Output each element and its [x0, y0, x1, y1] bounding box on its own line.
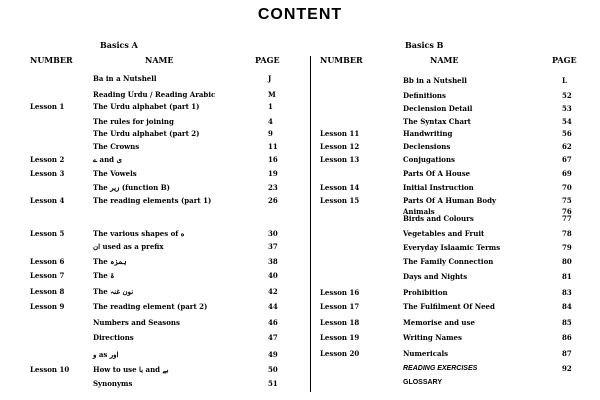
lesson-number: Lesson 9 [30, 302, 65, 311]
page-number: 44 [268, 302, 278, 311]
topic-name: The reading element (part 2) [93, 302, 208, 311]
topic-name: The Vowels [93, 169, 137, 178]
page-number: 50 [268, 365, 278, 374]
contents-row [0, 104, 600, 116]
page-number: 49 [268, 350, 278, 359]
page-number: 86 [562, 333, 572, 342]
right-name-header: NAME [430, 55, 459, 65]
lesson-number: Lesson 12 [320, 142, 360, 151]
contents-row [0, 272, 600, 284]
page-number: 70 [562, 183, 572, 192]
topic-name: ے and ی [93, 155, 122, 164]
left-number-header: NUMBER [30, 55, 73, 65]
lesson-number: Lesson 4 [30, 196, 65, 205]
lesson-number: Lesson 10 [30, 365, 70, 374]
topic-name: The Family Connection [403, 257, 494, 266]
contents-row [0, 243, 600, 255]
section-title-basics-a: Basics A [100, 40, 138, 50]
topic-name: The rules for joining [93, 117, 174, 126]
right-page-header: PAGE [552, 55, 577, 65]
topic-name: Animals [403, 207, 435, 216]
page-number: 42 [268, 287, 278, 296]
page-number: 52 [562, 91, 572, 100]
page-number: 51 [268, 379, 278, 388]
page-number: 83 [562, 288, 572, 297]
page-number: 56 [562, 129, 572, 138]
right-number-header: NUMBER [320, 55, 363, 65]
topic-name: Synonyms [93, 379, 133, 388]
contents-row [0, 142, 600, 154]
page-number: 1 [268, 102, 273, 111]
topic-name: Declensions [403, 142, 451, 151]
page-number: 30 [268, 229, 278, 238]
topic-name: Definitions [403, 91, 446, 100]
page-number: 75 [562, 196, 572, 205]
topic-name: The reading elements (part 1) [93, 196, 212, 205]
contents-row [0, 288, 600, 300]
topic-name: The Syntax Chart [403, 117, 471, 126]
topic-name: Parts Of A House [403, 169, 471, 178]
topic-name: Ba in a Nutshell [93, 74, 157, 83]
page-number: 92 [562, 364, 572, 373]
contents-row [0, 155, 600, 167]
lesson-number: Lesson 6 [30, 257, 65, 266]
lesson-number: Lesson 2 [30, 155, 65, 164]
page-title: CONTENT [257, 6, 343, 23]
page-number: 79 [562, 243, 572, 252]
lesson-number: Lesson 14 [320, 183, 360, 192]
contents-row [0, 229, 600, 241]
topic-name: Reading Urdu / Reading Arabic [93, 90, 216, 99]
topic-name: The ہمزہ [93, 257, 127, 266]
lesson-number: Lesson 1 [30, 102, 65, 111]
page-number: 16 [268, 155, 278, 164]
topic-name: Declension Detail [403, 104, 473, 113]
contents-row [0, 183, 600, 195]
lesson-number: Lesson 11 [320, 129, 360, 138]
topic-name: Vegetables and Fruit [403, 229, 485, 238]
page-number: 62 [562, 142, 572, 151]
page-number: 67 [562, 155, 572, 164]
topic-name: Directions [93, 333, 134, 342]
contents-row [0, 76, 600, 88]
lesson-number: Lesson 20 [320, 349, 360, 358]
lesson-number: Lesson 16 [320, 288, 360, 297]
topic-name: GLOSSARY [403, 379, 443, 386]
lesson-number: Lesson 5 [30, 229, 65, 238]
page-number: 81 [562, 272, 572, 281]
page-number: 87 [562, 349, 572, 358]
topic-name: Bb in a Nutshell [403, 76, 467, 85]
page-number: 84 [562, 302, 572, 311]
page-number: 23 [268, 183, 278, 192]
page-number: 37 [268, 242, 278, 251]
topic-name: Memorise and use [403, 318, 475, 327]
page-number: 85 [562, 318, 572, 327]
contents-row [0, 364, 600, 376]
topic-name: The various shapes of ه [93, 229, 185, 238]
contents-row [0, 333, 600, 345]
contents-row [0, 214, 600, 226]
contents-row [0, 117, 600, 129]
contents-row [0, 169, 600, 181]
lesson-number: Lesson 7 [30, 271, 65, 280]
topic-name: The Urdu alphabet (part 2) [93, 129, 200, 138]
topic-name: The Urdu alphabet (part 1) [93, 102, 200, 111]
page-number: 26 [268, 196, 278, 205]
page-number: 11 [268, 142, 278, 151]
page-number: 80 [562, 257, 572, 266]
page-number: 4 [268, 117, 273, 126]
topic-name: Conjugations [403, 155, 455, 164]
topic-name: ان used as a prefix [93, 242, 164, 251]
page-number: 38 [268, 257, 278, 266]
topic-name: Numbers and Seasons [93, 318, 180, 327]
section-title-basics-b: Basics B [405, 40, 444, 50]
topic-name: The Crowns [93, 142, 140, 151]
left-page-header: PAGE [255, 55, 280, 65]
topic-name: و as اور [93, 350, 119, 359]
contents-row [0, 302, 600, 314]
left-name-header: NAME [145, 55, 174, 65]
lesson-number: Lesson 18 [320, 318, 360, 327]
topic-name: Days and Nights [403, 272, 468, 281]
topic-name: READING EXERCISES [403, 365, 478, 372]
page-number: M [268, 90, 276, 99]
page-number: 9 [268, 129, 273, 138]
topic-name: Parts Of A Human Body [403, 196, 497, 205]
page-number: 40 [268, 271, 278, 280]
contents-row [0, 257, 600, 269]
contents-row [0, 129, 600, 141]
topic-name: Prohibition [403, 288, 448, 297]
page-number: 76 [562, 207, 572, 216]
topic-name: The ۃ [93, 271, 115, 280]
page-number: 46 [268, 318, 278, 327]
lesson-number: Lesson 8 [30, 287, 65, 296]
contents-row [0, 91, 600, 103]
topic-name: The زیر (function B) [93, 183, 170, 192]
page-number: 47 [268, 333, 278, 342]
topic-name: Initial Instruction [403, 183, 474, 192]
page-number: 77 [562, 214, 572, 223]
page-number: 69 [562, 169, 572, 178]
lesson-number: Lesson 19 [320, 333, 360, 342]
topic-name: Handwriting [403, 129, 453, 138]
page-number: L [562, 76, 567, 85]
page-number: 78 [562, 229, 572, 238]
topic-name: How to use با and بے [93, 365, 169, 374]
lesson-number: Lesson 3 [30, 169, 65, 178]
topic-name: Numericals [403, 349, 449, 358]
contents-row [0, 378, 600, 390]
page-number: J [268, 74, 272, 83]
lesson-number: Lesson 17 [320, 302, 360, 311]
topic-name: The نون غنہ [93, 287, 134, 296]
lesson-number: Lesson 13 [320, 155, 360, 164]
lesson-number: Lesson 15 [320, 196, 360, 205]
topic-name: Everyday Islaamic Terms [403, 243, 501, 252]
topic-name: Writing Names [403, 333, 462, 342]
contents-row [0, 349, 600, 361]
contents-row [0, 318, 600, 330]
topic-name: Birds and Colours [403, 214, 474, 223]
page-number: 53 [562, 104, 572, 113]
topic-name: The Fulfilment Of Need [403, 302, 495, 311]
page-number: 54 [562, 117, 572, 126]
page-number: 19 [268, 169, 278, 178]
